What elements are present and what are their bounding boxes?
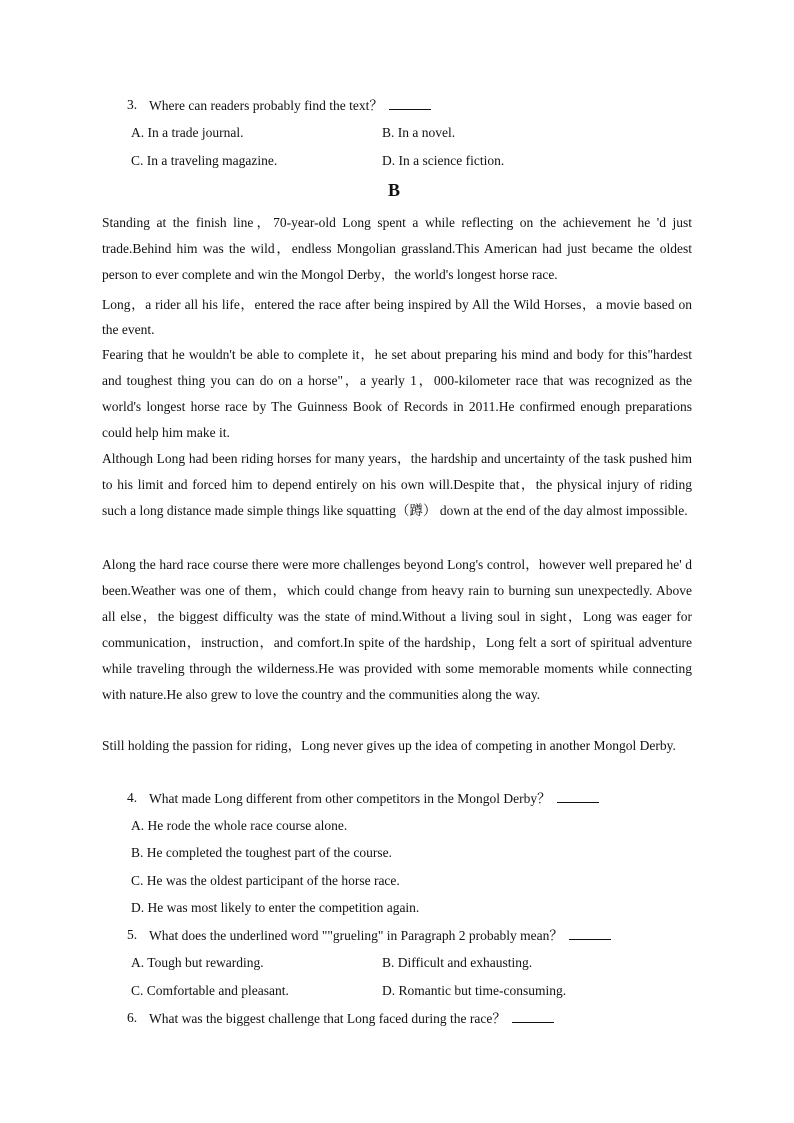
question-4-option-c[interactable] — [131, 873, 400, 889]
question-4-option-a[interactable] — [131, 818, 347, 834]
option-letter: B. — [382, 955, 395, 970]
option-text: He was most likely to enter the competition again. — [147, 900, 420, 915]
question-6-stem-text: What was the biggest challenge that Long faced during the race？ — [149, 1011, 506, 1026]
option-letter: A. — [131, 818, 145, 833]
answer-blank[interactable] — [389, 97, 431, 110]
passage-paragraph-2: Long，a rider all his life，entered the race after being inspired by All the Wild Horses，a movie based on the event. — [102, 297, 692, 337]
option-text: Romantic but time-consuming. — [398, 983, 567, 998]
option-letter: D. — [382, 153, 396, 168]
question-3-option-a[interactable] — [131, 125, 243, 141]
option-text: He completed the toughest part of the course. — [146, 845, 392, 860]
question-5-stem-text: What does the underlined word ""grueling" in Paragraph 2 probably mean？ — [149, 928, 563, 943]
option-text: Tough but rewarding. — [147, 955, 264, 970]
question-3-option-b[interactable] — [382, 125, 455, 141]
option-text: In a trade journal. — [147, 125, 244, 140]
question-4-number: 4. — [127, 790, 138, 805]
option-letter: B. — [382, 125, 395, 140]
option-text: Difficult and exhausting. — [397, 955, 533, 970]
question-3-stem-text: Where can readers probably find the text？ — [149, 98, 383, 113]
option-text: He rode the whole race course alone. — [147, 818, 348, 833]
option-letter: D. — [382, 983, 396, 998]
option-text: In a science fiction. — [398, 153, 505, 168]
option-letter: B. — [131, 845, 144, 860]
option-letter: C. — [131, 873, 144, 888]
question-3-number: 3. — [127, 97, 138, 112]
question-5-option-d[interactable] — [382, 983, 566, 999]
question-4-option-b[interactable] — [131, 845, 392, 861]
section-title: B — [388, 180, 401, 200]
question-3-stem — [149, 97, 431, 114]
answer-blank[interactable] — [569, 927, 611, 940]
answer-blank[interactable] — [512, 1010, 554, 1023]
question-4-stem-text: What made Long different from other competitors in the Mongol Derby？ — [149, 791, 551, 806]
option-letter: C. — [131, 983, 144, 998]
option-letter: A. — [131, 125, 145, 140]
passage-paragraph-1: Standing at the finish line，70-year-old Long spent a while reflecting on the achievement he 'd just trade.Behind him was the wild，endless Mongolian grassland.This American had just became the oldest person to ever complete and win the Mongol Derby，the world's longest horse race. — [102, 215, 692, 282]
question-3-option-d[interactable] — [382, 153, 504, 169]
question-5-option-b[interactable] — [382, 955, 532, 971]
option-text: Comfortable and pleasant. — [146, 983, 289, 998]
question-5-option-a[interactable] — [131, 955, 264, 971]
question-4-option-d[interactable] — [131, 900, 419, 916]
option-letter: C. — [131, 153, 144, 168]
question-3-option-c[interactable] — [131, 153, 277, 169]
passage-paragraph-6: Still holding the passion for riding，Long never gives up the idea of competing in another Mongol Derby. — [102, 738, 676, 753]
question-5-stem — [149, 927, 611, 944]
passage-paragraph-4: Although Long had been riding horses for many years，the hardship and uncertainty of the task pushed him to his limit and forced him to depend entirely on his own will.Despite that，the physical injury of riding such a long distance made simple things like squatting（蹲） down at the end of the day almost impossible. — [102, 451, 692, 518]
option-letter: D. — [131, 900, 145, 915]
option-text: In a novel. — [397, 125, 456, 140]
passage-paragraph-5: Along the hard race course there were more challenges beyond Long's control，however well prepared he' d been.Weather was one of them，which could change from heavy rain to burning sun unexpectedly. Above all else，the biggest difficulty was the state of mind.Without a living soul in sight，Long was eager for communication，instruction，and comfort.In spite of the hardship，Long felt a sort of spiritual adventure while traveling through the wilderness.He was provided with some memorable moments while connecting with nature.He also grew to love the country and the communities along the way. — [102, 557, 692, 702]
question-4-stem — [149, 790, 599, 807]
option-text: In a traveling magazine. — [146, 153, 278, 168]
option-text: He was the oldest participant of the horse race. — [146, 873, 400, 888]
question-6-number: 6. — [127, 1010, 138, 1025]
option-letter: A. — [131, 955, 145, 970]
question-6-stem — [149, 1010, 554, 1027]
question-5-number: 5. — [127, 927, 138, 942]
passage-paragraph-3: Fearing that he wouldn't be able to complete it，he set about preparing his mind and body for this"hardest and toughest thing you can do on a horse"，a yearly 1，000-kilometer race that was recognized as the world's longest horse race by The Guinness Book of Records in 2011.He confirmed enough preparations could help him make it. — [102, 347, 692, 440]
question-5-option-c[interactable] — [131, 983, 289, 999]
answer-blank[interactable] — [557, 790, 599, 803]
